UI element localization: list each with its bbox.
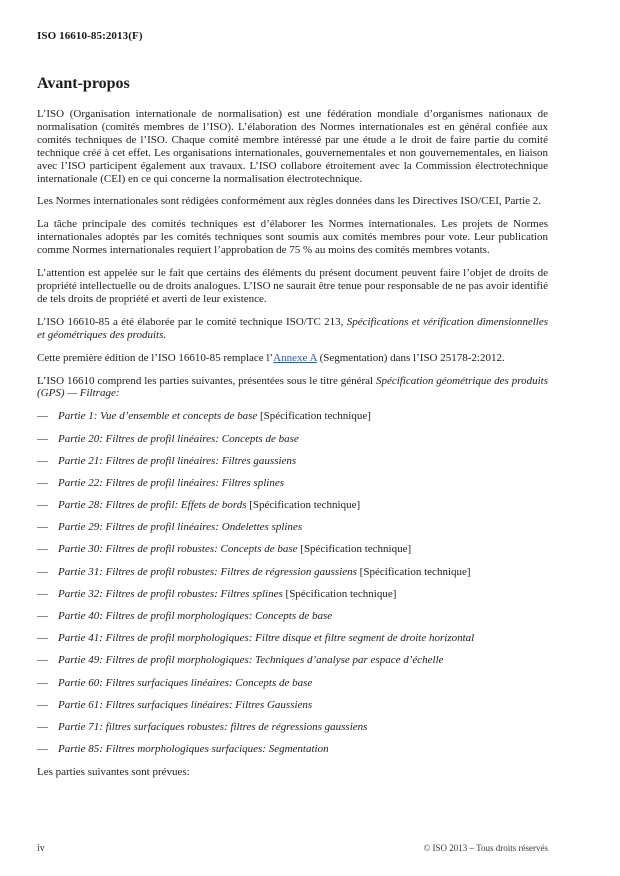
part-title: Partie 32: Filtres de profil robustes: Filtres splines xyxy=(58,587,283,600)
list-item-text xyxy=(58,721,548,734)
list-item xyxy=(37,610,548,623)
list-item xyxy=(37,499,548,512)
dash-bullet: — xyxy=(37,587,48,600)
annexe-a-link[interactable]: Annexe A xyxy=(273,351,317,364)
page-title: Avant-propos xyxy=(37,75,130,92)
list-item xyxy=(37,477,548,490)
dash-bullet: — xyxy=(37,521,48,534)
list-item-text xyxy=(58,610,548,623)
page-number: iv xyxy=(37,843,45,854)
part-title: Partie 1: Vue d’ensemble et concepts de base xyxy=(58,410,258,423)
page-footer xyxy=(37,843,548,854)
parts-list xyxy=(37,410,548,756)
list-item xyxy=(37,743,548,756)
list-item xyxy=(37,677,548,690)
closing-line: Les parties suivantes sont prévues: xyxy=(37,766,190,779)
copyright-notice: © ISO 2013 – Tous droits réservés xyxy=(423,843,548,853)
list-item xyxy=(37,521,548,534)
list-item xyxy=(37,433,548,446)
p7-italic-title: Spécification géométrique des produits (GPS) — Filtrage: xyxy=(37,374,548,400)
dash-bullet: — xyxy=(37,720,48,733)
p5-text: L’ISO 16610-85 a été élaborée par le comité technique ISO/TC 213, xyxy=(37,315,347,328)
list-item xyxy=(37,410,548,423)
document-reference: ISO 16610-85:2013(F) xyxy=(37,30,143,42)
part-title: Partie 49: Filtres de profil morphologiques: Techniques d’analyse par espace d’échelle xyxy=(58,654,444,667)
body-text xyxy=(37,108,548,400)
list-item xyxy=(37,543,548,556)
list-item-text xyxy=(58,410,548,423)
list-item xyxy=(37,566,548,579)
dash-bullet: — xyxy=(37,676,48,689)
list-item-text xyxy=(58,677,548,690)
part-title: Partie 60: Filtres surfaciques linéaires: Concepts de base xyxy=(58,676,313,689)
list-item-text xyxy=(58,499,548,512)
dash-bullet: — xyxy=(37,499,48,512)
dash-bullet: — xyxy=(37,610,48,622)
p6-text-after: (Segmentation) dans l’ISO 25178-2:2012. xyxy=(316,351,505,364)
list-item-text xyxy=(58,477,548,490)
list-item xyxy=(37,632,548,645)
dash-bullet: — xyxy=(37,432,48,445)
list-item-text xyxy=(58,455,548,468)
dash-bullet: — xyxy=(37,543,48,556)
part-title: Partie 41: Filtres de profil morphologiques: Filtre disque et filtre segment de droite horizontal xyxy=(58,632,475,645)
list-item xyxy=(37,588,548,601)
part-title: Partie 29: Filtres de profil linéaires: Ondelettes splines xyxy=(58,521,303,534)
list-item xyxy=(37,654,548,667)
list-item xyxy=(37,455,548,468)
paragraph-parties-suivantes xyxy=(37,375,548,401)
list-item-text xyxy=(58,566,548,579)
paragraph-comite-technique-tc213 xyxy=(37,316,548,342)
part-note: [Spécification technique] xyxy=(257,410,371,423)
list-item-text xyxy=(58,632,548,645)
paragraph-iso-federation: L’ISO (Organisation internationale de normalisation) est une fédération mondiale d’organismes nationaux de normalisation (comités membres de l’ISO). L’élaboration des Normes internationales est en général confiée aux comités techniques de l’ISO. Chaque comité membre intéressé par une étude a le droit de faire partie du comité technique créé à cet effet. Les organisations internationales, gouvernementales et non gouvernementales, en liaison avec l’ISO participent également aux travaux. L’ISO collabore étroitement avec la Commission électrotechnique internationale (CEI) en ce qui concerne la normalisation électrotechnique. xyxy=(37,108,548,185)
paragraph-directives: Les Normes internationales sont rédigées conformément aux règles données dans les Directives ISO/CEI, Partie 2. xyxy=(37,195,542,208)
part-title: Partie 22: Filtres de profil linéaires: Filtres splines xyxy=(58,476,284,489)
paragraph-comites-techniques: La tâche principale des comités techniques est d’élaborer les Normes internationales. Les projets de Normes internationales adoptés par les comités techniques sont soumis aux comités membres pour vote. Leur publication comme Normes internationales requiert l’approbation de 75 % au moins des comités membres votants. xyxy=(37,218,548,257)
list-item-text xyxy=(58,654,548,667)
p7-text: L’ISO 16610 comprend les parties suivantes, présentées sous le titre général xyxy=(37,374,376,387)
dash-bullet: — xyxy=(37,410,48,423)
part-title: Partie 61: Filtres surfaciques linéaires: Filtres Gaussiens xyxy=(58,698,313,711)
part-note: [Spécification technique] xyxy=(246,499,361,512)
part-title: Partie 28: Filtres de profil: Effets de bords xyxy=(58,499,247,512)
part-note: [Spécification technique] xyxy=(297,543,412,556)
part-note: [Spécification technique] xyxy=(356,565,471,578)
list-item-text xyxy=(58,521,548,534)
list-item-text xyxy=(58,699,548,712)
list-item xyxy=(37,699,548,712)
part-title: Partie 85: Filtres morphologiques surfaciques: Segmentation xyxy=(58,743,329,756)
dash-bullet: — xyxy=(37,565,48,578)
list-item xyxy=(37,721,548,734)
part-title: Partie 71: filtres surfaciques robustes: filtres de régressions gaussiens xyxy=(58,720,368,733)
part-title: Partie 31: Filtres de profil robustes: Filtres de régression gaussiens xyxy=(58,565,357,578)
paragraph-premiere-edition xyxy=(37,352,548,365)
part-title: Partie 21: Filtres de profil linéaires: Filtres gaussiens xyxy=(58,454,297,467)
dash-bullet: — xyxy=(37,654,48,667)
list-item-text xyxy=(58,743,548,756)
part-title: Partie 30: Filtres de profil robustes: Concepts de base xyxy=(58,543,298,556)
dash-bullet: — xyxy=(37,476,48,489)
paragraph-droits-propriete: L’attention est appelée sur le fait que certains des éléments du présent document peuvent faire l’objet de droits de propriété intellectuelle ou de droits analogues. L’ISO ne saurait être tenue pour responsable de ne pas avoir identifié de tels droits de propriété et averti de leur existence. xyxy=(37,267,548,305)
part-note: [Spécification technique] xyxy=(282,587,397,600)
dash-bullet: — xyxy=(37,698,48,711)
dash-bullet: — xyxy=(37,454,48,467)
list-item-text xyxy=(58,543,548,556)
page-content xyxy=(37,30,548,779)
list-item-text xyxy=(58,588,548,601)
part-title: Partie 40: Filtres de profil morphologiques: Concepts de base xyxy=(58,610,333,622)
dash-bullet: — xyxy=(37,632,48,645)
list-item-text xyxy=(58,433,548,446)
p6-text-before: Cette première édition de l’ISO 16610-85 remplace l’ xyxy=(37,351,274,364)
part-title: Partie 20: Filtres de profil linéaires: Concepts de base xyxy=(58,432,299,445)
p5-italic-title: Spécifications et vérification dimensionnelles et géométriques des produits. xyxy=(37,315,548,341)
dash-bullet: — xyxy=(37,743,48,756)
